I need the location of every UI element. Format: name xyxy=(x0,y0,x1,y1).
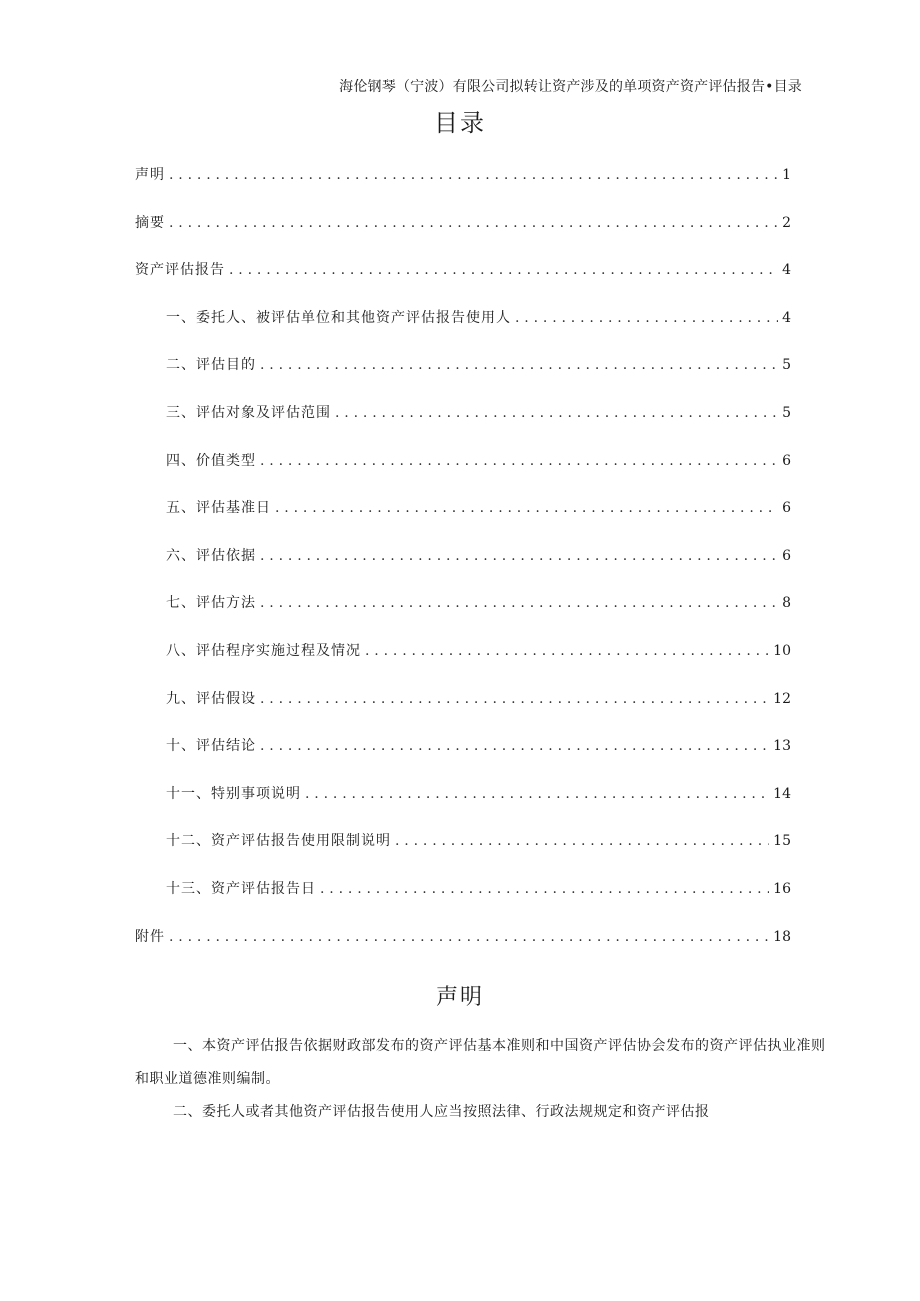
toc-leader-dots xyxy=(320,881,769,897)
toc-entry-section-11[interactable] xyxy=(135,783,791,831)
toc-entry-label: 三、评估对象及评估范围 xyxy=(166,404,331,421)
toc-leader-dots xyxy=(169,167,778,183)
toc-entry-page: 14 xyxy=(773,785,791,802)
toc-entry-page: 6 xyxy=(782,500,791,517)
toc-entry-label: 七、评估方法 xyxy=(166,595,256,612)
toc-entry-section-1[interactable] xyxy=(135,307,791,355)
toc-entry-summary[interactable] xyxy=(135,212,791,260)
toc-entry-page: 8 xyxy=(782,595,791,612)
toc-entry-page: 5 xyxy=(782,357,791,374)
toc-leader-dots xyxy=(395,833,769,849)
table-of-contents xyxy=(135,164,791,973)
toc-entry-page: 6 xyxy=(782,452,791,469)
toc-leader-dots xyxy=(229,262,778,278)
toc-leader-dots xyxy=(260,738,769,754)
toc-entry-section-7[interactable] xyxy=(135,592,791,640)
toc-entry-label: 十一、特别事项说明 xyxy=(166,785,301,802)
toc-entry-section-5[interactable] xyxy=(135,497,791,545)
toc-entry-label: 九、评估假设 xyxy=(166,690,256,707)
toc-entry-section-3[interactable] xyxy=(135,402,791,450)
toc-entry-report[interactable] xyxy=(135,259,791,307)
toc-leader-dots xyxy=(260,357,778,373)
toc-entry-attachments[interactable] xyxy=(135,926,791,974)
toc-entry-section-10[interactable] xyxy=(135,735,791,783)
toc-entry-label: 四、价值类型 xyxy=(166,452,256,469)
toc-entry-label: 二、评估目的 xyxy=(166,357,256,374)
toc-entry-section-2[interactable] xyxy=(135,354,791,402)
toc-leader-dots xyxy=(260,548,778,564)
statement-paragraph-2: 二、委托人或者其他资产评估报告使用人应当按照法律、行政法规规定和资产评估报 xyxy=(173,1104,710,1120)
toc-entry-label: 十、评估结论 xyxy=(166,738,256,755)
toc-entry-label: 八、评估程序实施过程及情况 xyxy=(166,642,361,659)
toc-leader-dots xyxy=(305,786,769,802)
running-header: 海伦钢琴（宁波）有限公司拟转让资产涉及的单项资产资产评估报告•目录 xyxy=(339,79,802,95)
toc-entry-section-13[interactable] xyxy=(135,878,791,926)
toc-leader-dots xyxy=(260,691,769,707)
toc-entry-page: 1 xyxy=(782,167,791,183)
toc-entry-page: 6 xyxy=(782,547,791,564)
toc-title: 目录 xyxy=(434,109,486,137)
toc-entry-label: 声明 xyxy=(135,167,165,183)
toc-entry-page: 18 xyxy=(773,928,791,945)
toc-entry-label: 五、评估基准日 xyxy=(166,500,271,517)
toc-leader-dots xyxy=(260,595,778,611)
statement-paragraph-1: 一、本资产评估报告依据财政部发布的资产评估基本准则和中国资产评估协会发布的资产评估执业准则和职业道德准则编制。 xyxy=(135,1038,826,1087)
toc-entry-label: 资产评估报告 xyxy=(135,262,225,279)
toc-leader-dots xyxy=(365,643,769,659)
statement-title: 声明 xyxy=(435,985,484,1010)
toc-entry-page: 4 xyxy=(782,309,791,326)
toc-entry-page: 2 xyxy=(782,214,791,231)
toc-entry-page: 5 xyxy=(782,404,791,421)
toc-leader-dots xyxy=(275,500,778,516)
toc-entry-label: 附件 xyxy=(135,928,165,945)
toc-entry-label: 一、委托人、被评估单位和其他资产评估报告使用人 xyxy=(166,309,511,326)
statement-body xyxy=(135,1030,835,1129)
toc-entry-section-12[interactable] xyxy=(135,830,791,878)
toc-entry-page: 15 xyxy=(773,833,791,850)
toc-leader-dots xyxy=(169,929,769,945)
toc-leader-dots xyxy=(260,453,778,469)
toc-entry-label: 摘要 xyxy=(135,214,165,231)
toc-entry-section-4[interactable] xyxy=(135,450,791,498)
toc-leader-dots xyxy=(335,405,778,421)
toc-entry-page: 16 xyxy=(773,880,791,897)
toc-entry-label: 十二、资产评估报告使用限制说明 xyxy=(166,833,391,850)
toc-entry-statement[interactable] xyxy=(135,164,791,212)
toc-entry-page: 13 xyxy=(773,738,791,755)
toc-leader-dots xyxy=(515,310,778,326)
toc-entry-page: 10 xyxy=(773,642,791,659)
toc-entry-page: 4 xyxy=(782,262,791,279)
toc-entry-section-9[interactable] xyxy=(135,688,791,736)
toc-entry-label: 六、评估依据 xyxy=(166,547,256,564)
toc-entry-section-6[interactable] xyxy=(135,545,791,593)
toc-entry-label: 十三、资产评估报告日 xyxy=(166,880,316,897)
toc-entry-page: 12 xyxy=(773,690,791,707)
toc-leader-dots xyxy=(169,215,778,231)
toc-entry-section-8[interactable] xyxy=(135,640,791,688)
